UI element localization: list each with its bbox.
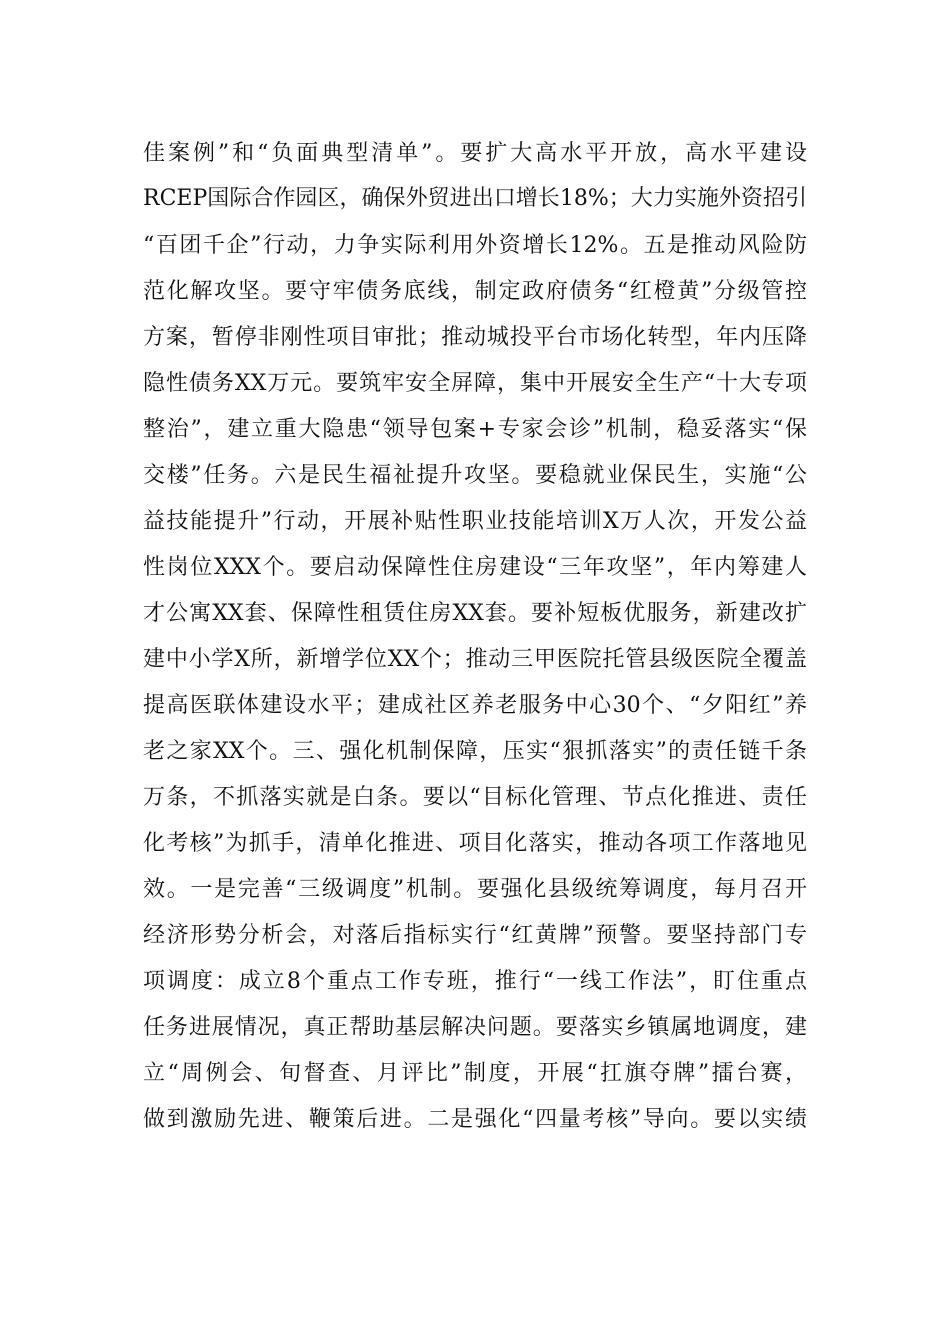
text-line: 建中小学X所，新增学位XX个；推动三甲医院托管县级医院全覆盖 [143,647,807,672]
text-line: 交楼”任务。六是民生福祉提升攻坚。要稳就业保民生，实施“公 [143,463,807,488]
text-line: 隐性债务XX万元。要筑牢安全屏障，集中开展安全生产“十大专项 [143,371,807,396]
text-line: 提高医联体建设水平；建成社区养老服务中心30个、“夕阳红”养 [143,693,807,718]
text-line: 佳案例”和“负面典型清单”。要扩大高水平开放，高水平建设 [143,141,807,166]
text-line: RCEP国际合作园区，确保外贸进出口增长18%；大力实施外资招引 [143,186,807,211]
text-line: 经济形势分析会，对落后指标实行“红黄牌”预警。要坚持部门专 [143,923,807,948]
text-line: 项调度：成立8个重点工作专班，推行“一线工作法”，盯住重点 [143,969,807,994]
text-line: 万条，不抓落实就是白条。要以“目标化管理、节点化推进、责任 [143,785,807,810]
text-line: 方案，暂停非刚性项目审批；推动城投平台市场化转型，年内压降 [143,325,807,350]
text-line: “百团千企”行动，力争实际利用外资增长12%。五是推动风险防 [143,233,807,258]
text-line: 立“周例会、旬督查、月评比”制度，开展“扛旗夺牌”擂台赛， [143,1061,807,1086]
text-line: 做到激励先进、鞭策后进。二是强化“四量考核”导向。要以实绩 [143,1107,807,1132]
text-line: 整治”，建立重大隐患“领导包案+专家会诊”机制，稳妥落实“保 [143,417,807,442]
text-line: 效。一是完善“三级调度”机制。要强化县级统筹调度，每月召开 [143,877,807,902]
text-line: 范化解攻坚。要守牢债务底线，制定政府债务“红橙黄”分级管控 [143,279,807,304]
text-line: 性岗位XXX个。要启动保障性住房建设“三年攻坚”，年内筹建人 [143,555,807,580]
text-line: 才公寓XX套、保障性租赁住房XX套。要补短板优服务，新建改扩 [143,601,807,626]
text-line: 任务进展情况，真正帮助基层解决问题。要落实乡镇属地调度，建 [143,1015,807,1040]
text-line: 老之家XX个。三、强化机制保障，压实“狠抓落实”的责任链千条 [143,739,807,764]
text-line: 化考核”为抓手，清单化推进、项目化落实，推动各项工作落地见 [143,831,807,856]
text-line: 益技能提升”行动，开展补贴性职业技能培训X万人次，开发公益 [143,509,807,534]
